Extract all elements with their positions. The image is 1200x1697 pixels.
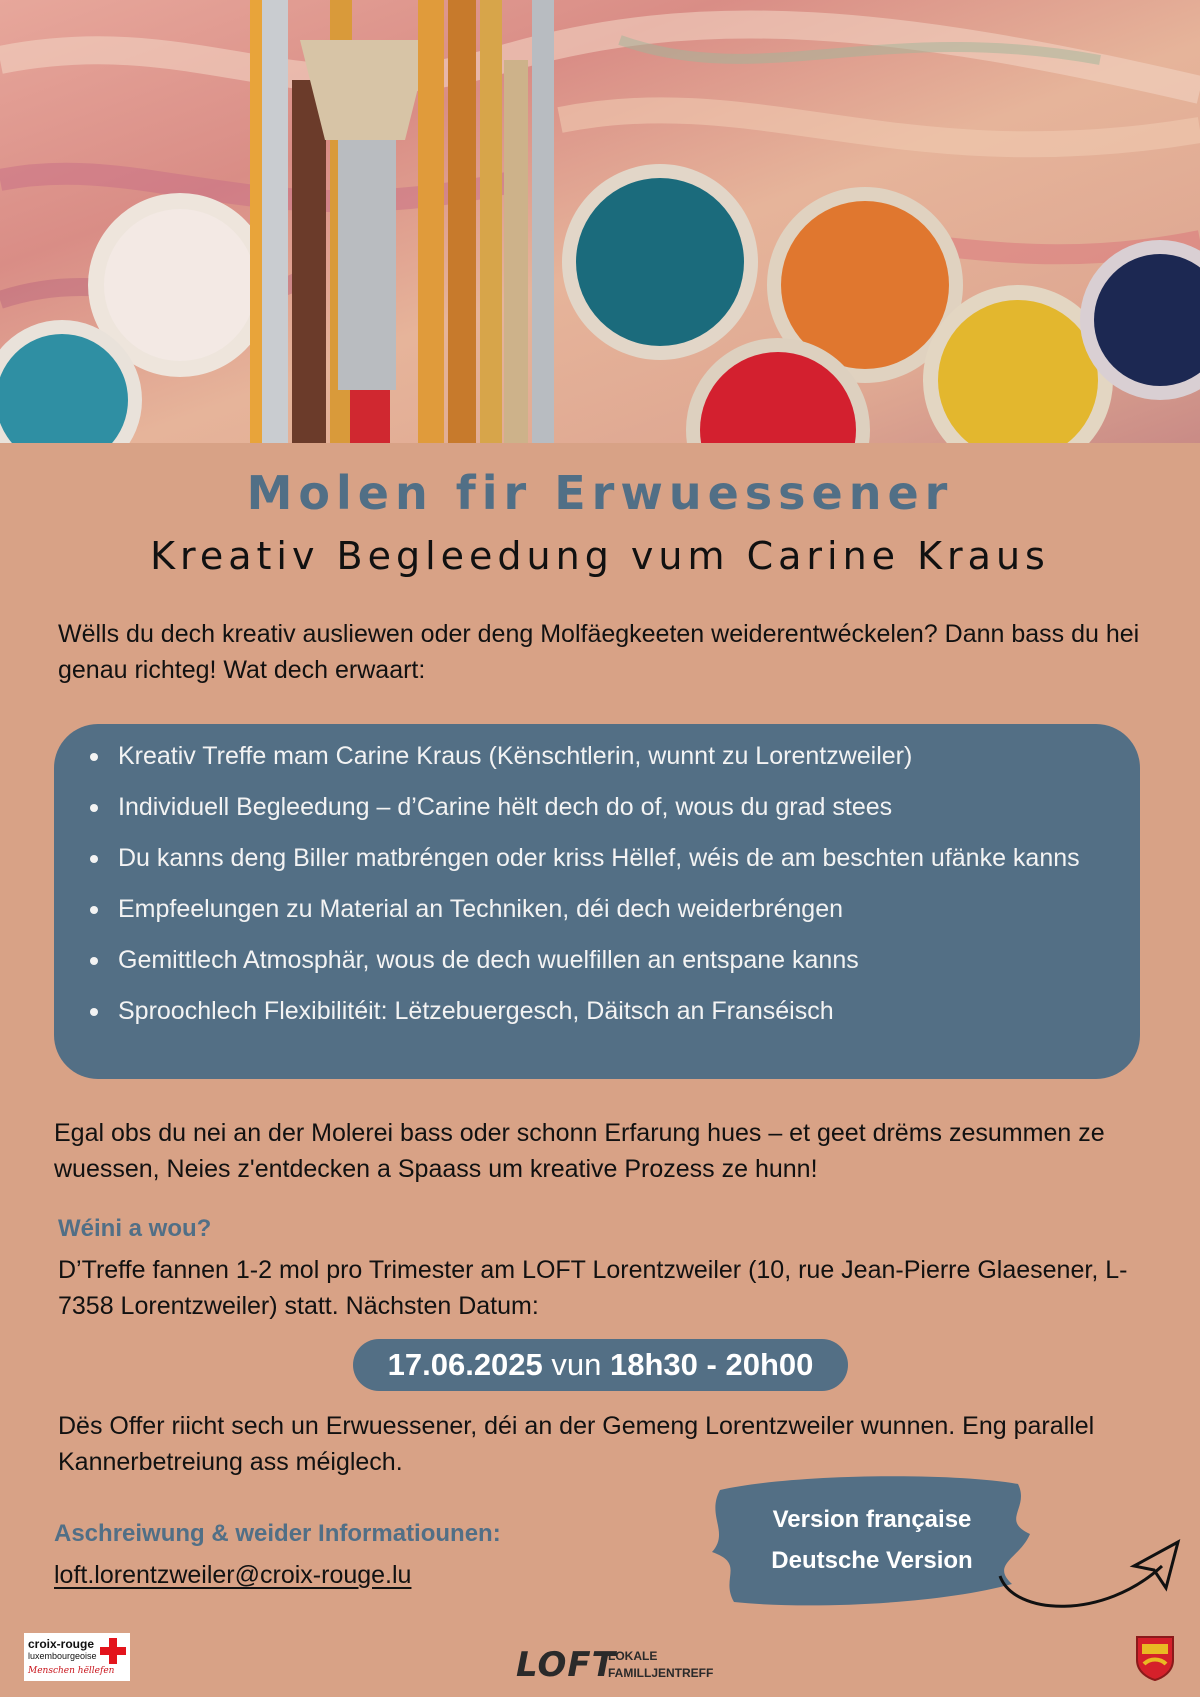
loft-logo-main: LOFT [516, 1645, 616, 1685]
feature-item: Individuell Begleedung – d’Carine hëlt dech do of, wous du grad stees [118, 789, 1100, 825]
german-version-link[interactable]: Deutsche Version [771, 1547, 973, 1574]
french-version-link[interactable]: Version française [772, 1506, 972, 1533]
commune-crest-icon [1134, 1634, 1176, 1682]
description-paragraph: Egal obs du nei an der Molerei bass oder schonn Erfarung hues – et geet drëms zesummen ze wuessen, Neies z'entdecken a Spaass um kreative Prozess ze hunn! [54, 1119, 1105, 1183]
date-time: 18h30 - 20h00 [610, 1347, 814, 1382]
page-subtitle: Kreativ Begleedung vum Carine Kraus [150, 534, 1050, 578]
features-box [54, 724, 1140, 1079]
croix-rouge-name: croix-rouge [28, 1637, 95, 1651]
registration-heading: Aschreiwung & weider Informatiounen: [54, 1520, 501, 1547]
feature-item: Du kanns deng Biller matbréngen oder kriss Hëllef, wéis de am beschten ufänke kanns [118, 840, 1100, 876]
feature-item: Kreativ Treffe mam Carine Kraus (Kënschtlerin, wunnt zu Lorentzweiler) [118, 738, 1100, 774]
page-title: Molen fir Erwuessener [246, 466, 954, 520]
intro-text: Wëlls du dech kreativ ausliewen oder deng Molfäegkeeten weiderentwéckelen? Dann bass du hei genau richteg! Wat dech erwaart: [58, 620, 1140, 684]
registration-email-link[interactable]: loft.lorentzweiler@croix-rouge.lu [54, 1561, 412, 1589]
feature-item: Sproochlech Flexibilitéit: Lëtzebuergesch, Däitsch an Franséisch [118, 993, 1100, 1029]
croix-rouge-sub: luxembourgeoise [28, 1651, 97, 1661]
date-connector: vun [551, 1347, 602, 1382]
features-list [118, 738, 1100, 1029]
language-versions-badge [700, 1468, 1040, 1628]
arrow-icon [994, 1536, 1184, 1626]
feature-item: Empfeelungen zu Material an Techniken, déi dech weiderbréngen [118, 891, 1100, 927]
croix-rouge-tagline: Menschen hëllefen [28, 1666, 115, 1676]
offer-text: Dës Offer riicht sech un Erwuessener, déi an der Gemeng Lorentzweiler wunnen. Eng parallel Kannerbetreiung ass méiglech. [58, 1412, 1095, 1476]
loft-logo-sub: LOKALE FAMILLJENTREFF [608, 1649, 714, 1680]
croix-rouge-logo [24, 1633, 130, 1681]
date-badge [353, 1339, 848, 1391]
red-cross-icon [100, 1638, 126, 1664]
loft-logo [516, 1645, 714, 1685]
where-heading: Wéini a wou? [58, 1215, 212, 1242]
feature-item: Gemittlech Atmosphär, wous de dech wuelfillen an entspane kanns [118, 942, 1100, 978]
where-text: D’Treffe fannen 1-2 mol pro Trimester am LOFT Lorentzweiler (10, rue Jean-Pierre Glaesener, L-7358 Lorentzweiler) statt. Nächsten Datum: [58, 1256, 1128, 1320]
date-day: 17.06.2025 [387, 1347, 543, 1382]
hero-paint-image [0, 0, 1200, 443]
